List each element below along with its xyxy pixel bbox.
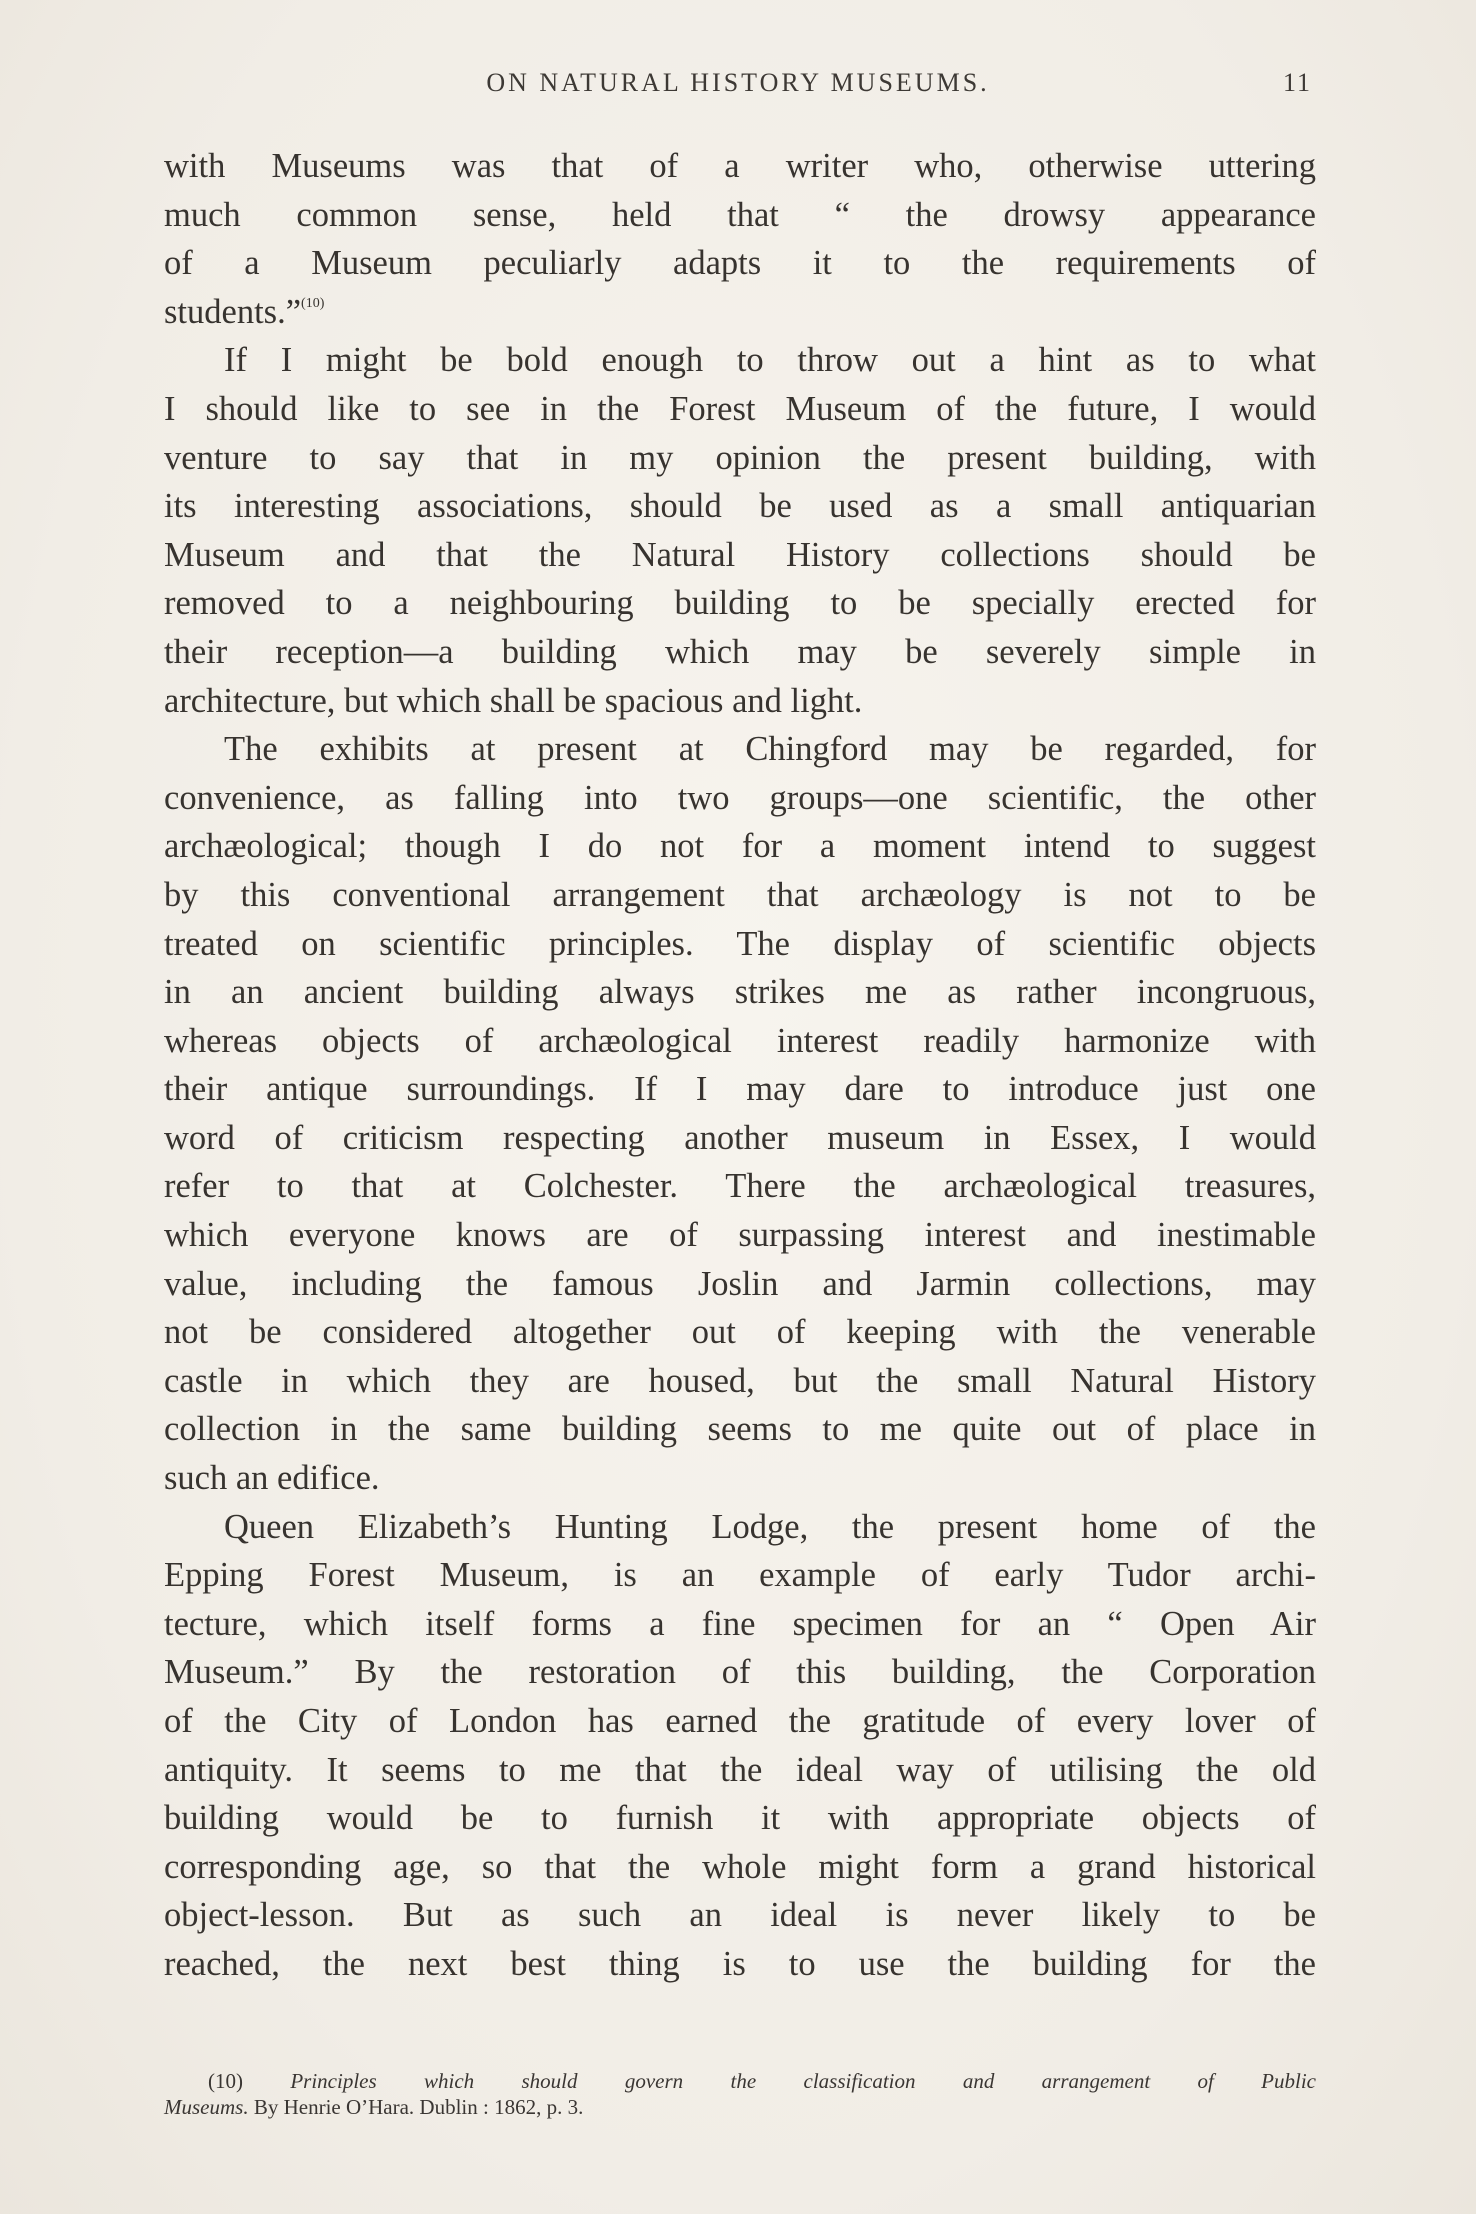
text-line: whereas objects of archæological interest readily harmonize with [164, 1021, 1316, 1060]
text-line: word of criticism respecting another museum in Essex, I would [164, 1118, 1316, 1157]
text-line: architecture, but which shall be spacious and light. [164, 681, 863, 720]
text-line: castle in which they are housed, but the small Natural History [164, 1361, 1316, 1400]
text-line: Epping Forest Museum, is an example of early Tudor archi- [164, 1556, 1316, 1595]
running-head [164, 68, 1312, 108]
text-line: object-lesson. But as such an ideal is never likely to be [164, 1896, 1316, 1935]
text-line: much common sense, held that “ the drowsy appearance [164, 195, 1316, 234]
body-text [164, 142, 1316, 1989]
text-line: their antique surroundings. If I may dare to introduce just one [164, 1070, 1316, 1109]
text-line: Museum.” By the restoration of this building, the Corporation [164, 1653, 1316, 1692]
footnote-line [164, 2094, 1316, 2120]
text-line: with Museums was that of a writer who, otherwise uttering [164, 147, 1316, 185]
text-line: convenience, as falling into two groups—one scientific, the other [164, 778, 1316, 817]
text-line: venture to say that in my opinion the present building, with [164, 438, 1316, 477]
footnote-citation: By Henrie O’Hara. Dublin : 1862, p. 3. [253, 2095, 584, 2119]
text-line: their reception—a building which may be severely simple in [164, 632, 1316, 671]
footnote-title-cont: Museums. [164, 2095, 249, 2119]
text-line: archæological; though I do not for a moment intend to suggest [164, 827, 1316, 866]
footnote-reference: (10) [301, 295, 325, 311]
running-title: ON NATURAL HISTORY MUSEUMS. [486, 68, 990, 97]
footnote [164, 2068, 1316, 2120]
text-line: its interesting associations, should be used as a small antiquarian [164, 487, 1316, 526]
text-line: corresponding age, so that the whole might form a grand historical [164, 1847, 1316, 1886]
text-line: in an ancient building always strikes me as rather incongruous, [164, 973, 1316, 1012]
text-line: value, including the famous Joslin and Jarmin collections, may [164, 1264, 1316, 1303]
text-line-content: students.” [164, 292, 302, 331]
text-line: removed to a neighbouring building to be specially erected for [164, 584, 1316, 623]
text-line: I should like to see in the Forest Museum of the future, I would [164, 389, 1316, 428]
text-line: of the City of London has earned the gratitude of every lover of [164, 1702, 1316, 1740]
text-line: of a Museum peculiarly adapts it to the requirements of [164, 244, 1316, 283]
text-line: refer to that at Colchester. There the archæological treasures, [164, 1167, 1316, 1206]
text-line: treated on scientific principles. The display of scientific objects [164, 924, 1316, 963]
text-line: such an edifice. [164, 1459, 380, 1498]
text-line: not be considered altogether out of keeping with the venerable [164, 1313, 1316, 1352]
footnote-title: Principles which should govern the classification and arrangement of Public [290, 2069, 1316, 2093]
page-number: 11 [1282, 68, 1312, 97]
text-line: Museum and that the Natural History collections should be [164, 535, 1316, 574]
text-line: tecture, which itself forms a fine specimen for an “ Open Air [164, 1604, 1316, 1643]
paragraph-start-line: The exhibits at present at Chingford may be regarded, for [224, 730, 1316, 769]
text-line: reached, the next best thing is to use the building for the [164, 1944, 1316, 1983]
paragraph-start-line: If I might be bold enough to throw out a hint as to what [224, 341, 1316, 380]
footnote-line [164, 2068, 1316, 2094]
text-line: by this conventional arrangement that archæology is not to be [164, 875, 1316, 914]
footnote-number: (10) [208, 2069, 243, 2093]
text-line: building would be to furnish it with appropriate objects of [164, 1799, 1316, 1838]
text-line: antiquity. It seems to me that the ideal way of utilising the old [164, 1750, 1316, 1789]
paragraph-start-line: Queen Elizabeth’s Hunting Lodge, the present home of the [224, 1507, 1316, 1546]
text-line: which everyone knows are of surpassing interest and inestimable [164, 1216, 1316, 1255]
text-line [164, 288, 1316, 337]
text-line: collection in the same building seems to me quite out of place in [164, 1410, 1316, 1449]
